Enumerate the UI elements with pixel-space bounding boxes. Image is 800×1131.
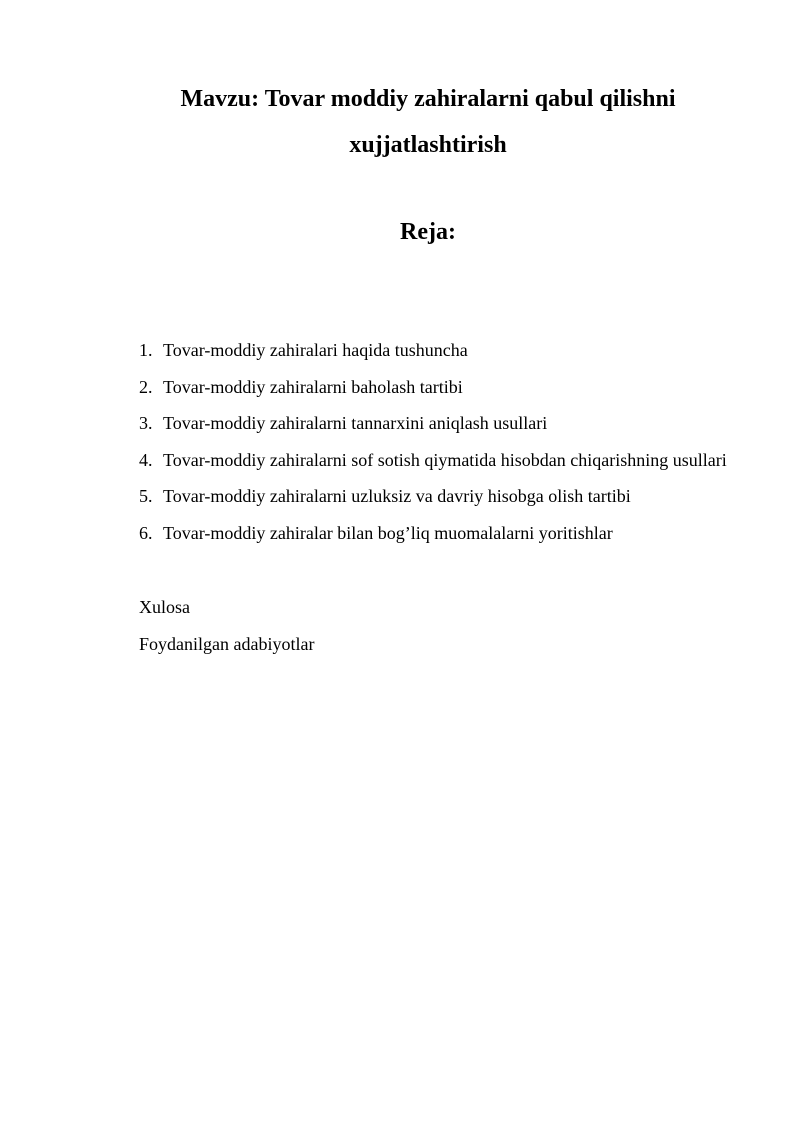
plan-item-text: Tovar-moddiy zahiralarni uzluksiz va davriy hisobga olish tartibi <box>163 486 631 506</box>
plan-item-text: Tovar-moddiy zahiralari haqida tushuncha <box>163 340 468 360</box>
plan-item-number: 6. <box>139 522 153 543</box>
plan-item-2 <box>139 369 739 406</box>
plan-item-number: 3. <box>139 413 153 433</box>
plan-item-number: 5. <box>139 486 153 506</box>
plan-item-4 <box>139 442 739 479</box>
plan-list <box>139 332 739 551</box>
plan-closing-items <box>139 589 739 663</box>
conclusion-item: Xulosa <box>139 597 190 617</box>
plan-item-3 <box>139 405 739 442</box>
plan-item-text: Tovar-moddiy zahiralarni baholash tartibi <box>163 376 463 397</box>
document-title: Mavzu: Tovar moddiy zahiralarni qabul qilishni xujjatlashtirish <box>180 86 676 158</box>
plan-heading: Reja: <box>400 219 456 245</box>
plan-item-number: 4. <box>139 449 153 470</box>
plan-item-number: 2. <box>139 376 153 397</box>
plan-item-text: Tovar-moddiy zahiralarni sof sotish qiymatida hisobdan chiqarishning usullari <box>163 449 727 470</box>
plan-item-number: 1. <box>139 340 153 360</box>
plan-item-text: Tovar-moddiy zahiralarni tannarxini aniqlash usullari <box>163 413 548 433</box>
plan-item-5 <box>139 478 739 515</box>
references-item: Foydanilgan adabiyotlar <box>139 634 315 654</box>
plan-item-6 <box>139 515 739 552</box>
plan-item-1 <box>139 332 739 369</box>
plan-item-text: Tovar-moddiy zahiralar bilan bog’liq muomalalarni yoritishlar <box>163 522 613 543</box>
